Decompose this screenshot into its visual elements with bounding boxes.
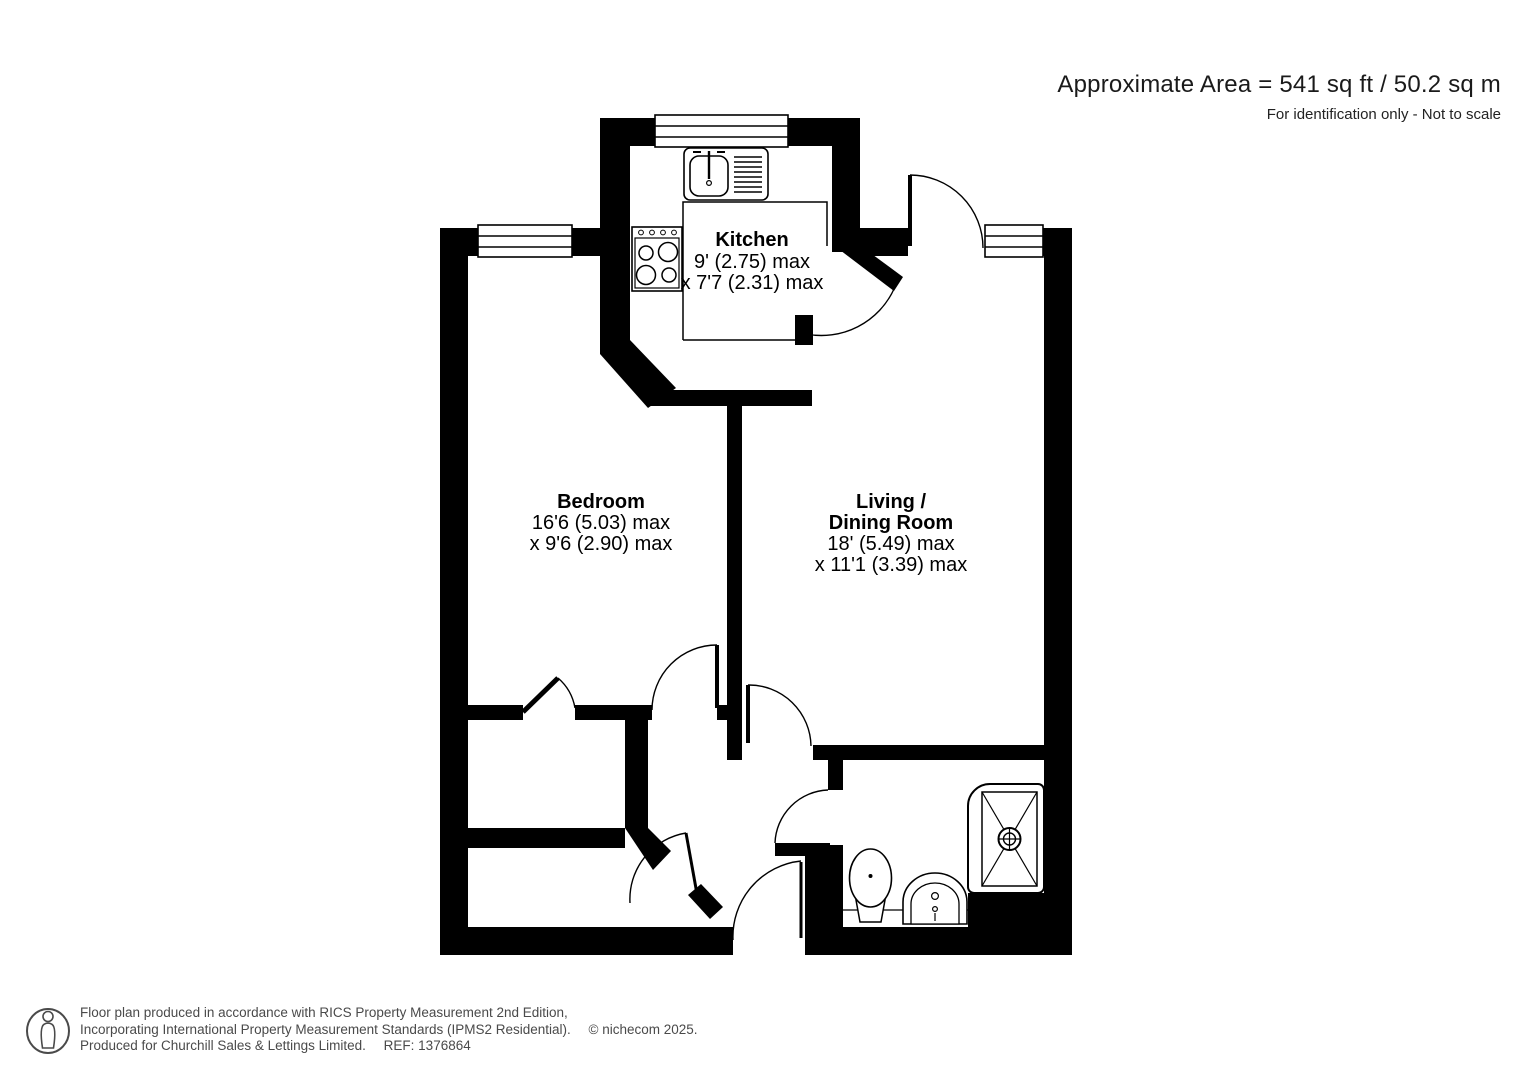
door-entry-bottom [733,861,801,940]
bedroom-dim-2: x 9'6 (2.90) max [529,533,673,555]
bedroom-dim-1: 16'6 (5.03) max [531,512,671,534]
living-dim-1: 18' (5.49) max [827,533,955,555]
toilet [850,849,892,922]
window-bedroom [478,225,572,257]
basin [903,873,967,924]
living-label-2: Dining Room [828,512,954,534]
footer-line-3: Produced for Churchill Sales & Lettings Limited. [80,1038,366,1053]
door-entry-top [910,175,983,248]
window-kitchen [655,115,788,147]
door-bedroom-closet [523,678,575,712]
door-bedroom [652,645,717,710]
footer-copyright: © nichecom 2025. [588,1021,698,1037]
window-living [985,225,1043,257]
hob [632,227,682,291]
footer-line-2: Incorporating International Property Measurement Standards (IPMS2 Residential). [80,1021,571,1037]
footer [25,1005,698,1055]
living-label-1: Living / [856,491,926,513]
kitchen-dim-2: x 7'7 (2.31) max [680,272,824,294]
kitchen-label: Kitchen [715,229,789,251]
footer-ref: REF: 1376864 [383,1038,471,1053]
bedroom-label: Bedroom [557,491,645,513]
kitchen-sink [684,148,768,200]
door-bathroom [775,790,828,843]
kitchen-dim-1: 9' (2.75) max [693,251,811,273]
footer-line-1: Floor plan produced in accordance with RICS Property Measurement 2nd Edition, [80,1005,568,1020]
door-kitchen [806,289,894,335]
person-scale-icon [25,1006,71,1054]
approximate-area-text: Approximate Area = 541 sq ft / 50.2 sq m [1057,71,1501,98]
shower [968,784,1044,893]
disclaimer-text: For identification only - Not to scale [1266,106,1501,123]
door-living [748,685,811,746]
living-dim-2: x 11'1 (3.39) max [814,554,968,576]
